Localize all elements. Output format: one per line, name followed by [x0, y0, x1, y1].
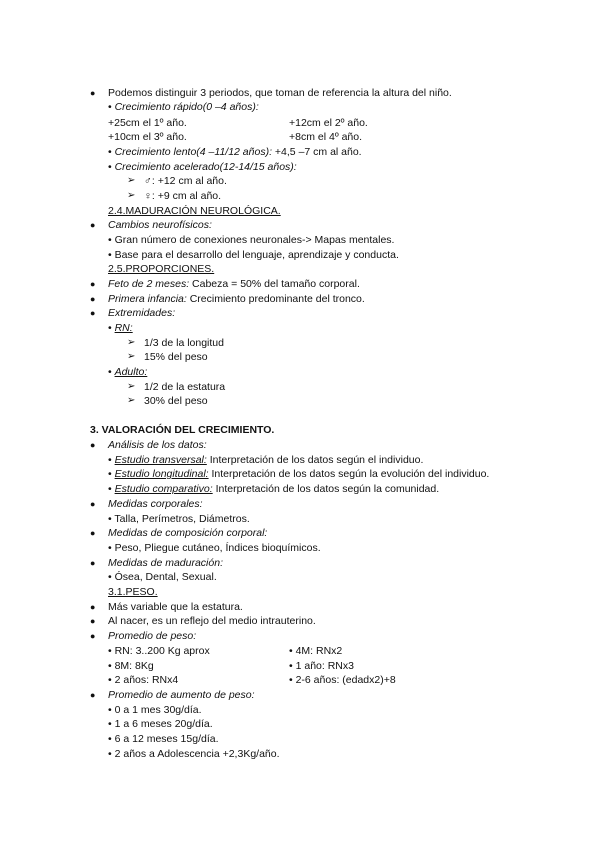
rapid-2: +12cm el 2º año. — [289, 117, 368, 129]
list-item: • 0 a 1 mes 30g/día. — [108, 704, 202, 716]
list-item: • Peso, Pliegue cutáneo, Índices bioquímicos. — [108, 542, 321, 554]
section-heading: 3. VALORACIÓN DEL CRECIMIENTO. — [90, 424, 275, 436]
list-item: • Ósea, Dental, Sexual. — [108, 571, 217, 583]
data-analysis-label: Análisis de los datos: — [108, 439, 207, 451]
bullet: ● — [90, 440, 96, 450]
rapid-1: +25cm el 1º año. — [108, 117, 187, 129]
bullet: ● — [90, 88, 96, 98]
bullet: ● — [90, 308, 96, 318]
composition-label: Medidas de composición corporal: — [108, 527, 268, 539]
rapid-3: +10cm el 3º año. — [108, 131, 187, 143]
list-item: • Adulto: — [108, 366, 148, 378]
list-item: • Base para el desarrollo del lenguaje, aprendizaje y conducta. — [108, 249, 399, 261]
gain-3: 6 a 12 meses 15g/día. — [114, 733, 219, 745]
avg-2y: 2 años: RNx4 — [114, 674, 179, 686]
list-item: • Crecimiento acelerado(12-14/15 años): — [108, 161, 297, 173]
infancy-value: Crecimiento predominante del tronco. — [189, 293, 365, 305]
rapid-growth-label: Crecimiento rápido(0 –4 años): — [114, 101, 259, 113]
gain-4: 2 años a Adolescencia +2,3Kg/año. — [114, 748, 280, 760]
list-item: • 2 años: RNx4 — [108, 674, 179, 686]
study-3-label: Estudio comparativo: — [114, 483, 213, 495]
weight-1: Más variable que la estatura. — [108, 601, 243, 613]
bullet: ● — [90, 690, 96, 700]
list-item: • 2-6 años: (edadx2)+8 — [289, 674, 396, 686]
bullet: ● — [90, 294, 96, 304]
body-measures-label: Medidas corporales: — [108, 498, 203, 510]
list-item: • Crecimiento lento(4 –11/12 años): +4,5 –7 cm al año. — [108, 146, 362, 158]
list-item: • 8M: 8Kg — [108, 660, 154, 672]
arrow-icon: ➢ — [127, 337, 136, 348]
list-item: • Estudio longitudinal: Interpretación de los datos según la evolución del individuo. — [108, 468, 490, 480]
list-item: • 6 a 12 meses 15g/día. — [108, 733, 219, 745]
bullet: ● — [90, 602, 96, 612]
study-2-label: Estudio longitudinal: — [114, 468, 209, 480]
list-item: • 1 año: RNx3 — [289, 660, 354, 672]
list-item: • 4M: RNx2 — [289, 645, 343, 657]
extremities-label: Extremidades: — [108, 307, 176, 319]
maturation-label: Medidas de maduración: — [108, 557, 223, 569]
rn-1: 1/3 de la longitud — [144, 337, 224, 349]
avg-rn: RN: 3..200 Kg aprox — [114, 645, 210, 657]
list-item: • Estudio transversal: Interpretación de los datos según el individuo. — [108, 454, 424, 466]
accel-female: ♀: +9 cm al año. — [144, 190, 222, 202]
list-item: • Estudio comparativo: Interpretación de los datos según la comunidad. — [108, 483, 440, 495]
arrow-icon: ➢ — [127, 395, 136, 406]
bullet: ● — [90, 558, 96, 568]
list-item: • RN: — [108, 322, 133, 334]
rn-label: RN: — [114, 322, 133, 334]
avg-4m: 4M: RNx2 — [295, 645, 343, 657]
section-heading: 3.1.PESO. — [108, 586, 158, 598]
bullet: ● — [90, 631, 96, 641]
bullet: ● — [90, 220, 96, 230]
neuro-item-2: Base para el desarrollo del lenguaje, aprendizaje y conducta. — [114, 249, 399, 261]
list-item: • Gran número de conexiones neuronales-> Mapas mentales. — [108, 234, 395, 246]
maturation-item: Ósea, Dental, Sexual. — [114, 571, 217, 583]
list-item: • 1 a 6 meses 20g/día. — [108, 718, 213, 730]
rapid-4: +8cm el 4º año. — [289, 131, 363, 143]
weight-2: Al nacer, es un reflejo del medio intrauterino. — [108, 615, 316, 627]
study-3-value: Interpretación de los datos según la comunidad. — [215, 483, 440, 495]
bullet: ● — [90, 279, 96, 289]
gain-1: 0 a 1 mes 30g/día. — [114, 704, 202, 716]
fetus-value: Cabeza = 50% del tamaño corporal. — [192, 278, 360, 290]
avg-8m: 8M: 8Kg — [114, 660, 154, 672]
neuro-item-1: Gran número de conexiones neuronales-> Mapas mentales. — [114, 234, 395, 246]
section-heading: 2.5.PROPORCIONES. — [108, 263, 215, 275]
adult-2: 30% del peso — [144, 395, 208, 407]
rn-2: 15% del peso — [144, 351, 208, 363]
composition-item: Peso, Pliegue cutáneo, Índices bioquímicos. — [114, 542, 321, 554]
study-1-value: Interpretación de los datos según el individuo. — [209, 454, 424, 466]
avg-1y: 1 año: RNx3 — [295, 660, 354, 672]
bullet: ● — [90, 499, 96, 509]
adult-1: 1/2 de la estatura — [144, 381, 226, 393]
gain-2: 1 a 6 meses 20g/día. — [114, 718, 213, 730]
list-item — [108, 292, 365, 306]
slow-growth-value: +4,5 –7 cm al año. — [274, 146, 362, 158]
bullet: ● — [90, 528, 96, 538]
arrow-icon: ➢ — [127, 351, 136, 362]
periods-intro: Podemos distinguir 3 periodos, que toman de referencia la altura del niño. — [108, 87, 452, 99]
avg-gain-label: Promedio de aumento de peso: — [108, 689, 255, 701]
section-heading: 2.4.MADURACIÓN NEUROLÓGICA. — [108, 205, 281, 217]
slow-growth-label: Crecimiento lento(4 –11/12 años): — [114, 146, 272, 158]
avg-2-6y: 2-6 años: (edadx2)+8 — [295, 674, 396, 686]
accel-male: ♂: +12 cm al año. — [144, 175, 227, 187]
accel-growth-label: Crecimiento acelerado(12-14/15 años): — [114, 161, 297, 173]
study-1-label: Estudio transversal: — [114, 454, 207, 466]
avg-weight-label: Promedio de peso: — [108, 630, 197, 642]
body-measures-item: Talla, Perímetros, Diámetros. — [114, 513, 250, 525]
list-item: • Crecimiento rápido(0 –4 años): — [108, 101, 259, 113]
list-item: • Talla, Perímetros, Diámetros. — [108, 513, 250, 525]
list-item: • RN: 3..200 Kg aprox — [108, 645, 210, 657]
study-2-value: Interpretación de los datos según la evolución del individuo. — [211, 468, 490, 480]
adult-label: Adulto: — [114, 366, 148, 378]
arrow-icon: ➢ — [127, 175, 136, 186]
infancy-label: Primera infancia: — [108, 293, 187, 305]
arrow-icon: ➢ — [127, 190, 136, 201]
fetus-label: Feto de 2 meses: — [108, 278, 190, 290]
bullet: ● — [90, 616, 96, 626]
neuro-changes-label: Cambios neurofísicos: — [108, 219, 212, 231]
list-item: • 2 años a Adolescencia +2,3Kg/año. — [108, 748, 280, 760]
list-item — [108, 277, 360, 291]
arrow-icon: ➢ — [127, 381, 136, 392]
